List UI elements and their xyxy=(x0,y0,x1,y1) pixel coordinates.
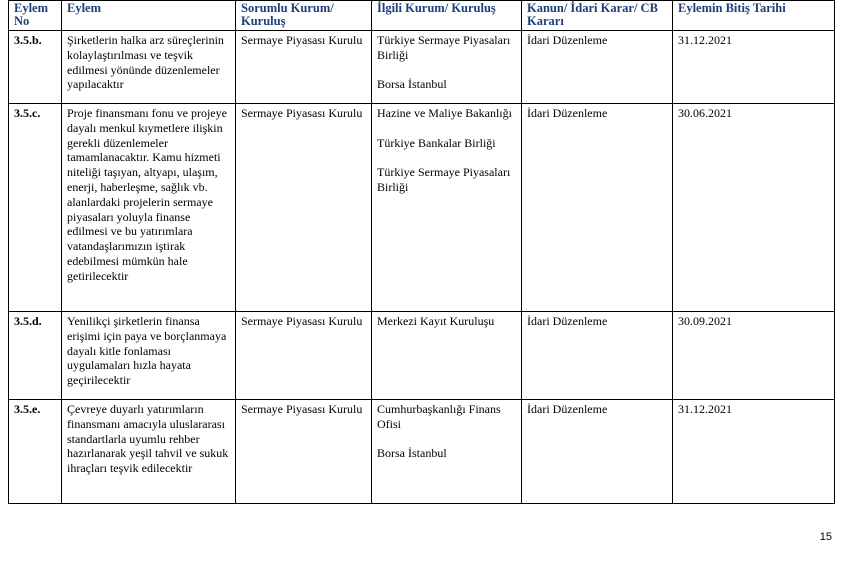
sorumlu-cell: Sermaye Piyasası Kurulu xyxy=(236,400,372,504)
ilgili-cell xyxy=(372,400,522,504)
table-body xyxy=(9,31,835,504)
table-row xyxy=(9,104,835,312)
ilgili-cell xyxy=(372,312,522,400)
ilgili-item: Türkiye Bankalar Birliği xyxy=(377,135,496,150)
header-eylem-no: Eylem No xyxy=(9,1,62,31)
ilgili-item: Türkiye Sermaye Piyasaları Birliği xyxy=(377,165,511,194)
header-bitis-tarihi: Eylemin Bitiş Tarihi xyxy=(673,1,835,31)
eylem-no-cell: 3.5.b. xyxy=(9,31,62,104)
ilgili-cell xyxy=(372,31,522,104)
bitis-cell: 31.12.2021 xyxy=(673,400,835,504)
bitis-cell: 31.12.2021 xyxy=(673,31,835,104)
sorumlu-cell: Sermaye Piyasası Kurulu xyxy=(236,312,372,400)
eylem-cell: Çevreye duyarlı yatırımların finansmanı amacıyla uluslararası standartlarla uyumlu rehber hazırlanarak yeşil tahvil ve sukuk ihraçları teşvik edilecektir xyxy=(62,400,236,504)
table-row xyxy=(9,400,835,504)
kanun-cell: İdari Düzenleme xyxy=(522,31,673,104)
header-kanun-karar: Kanun/ İdari Karar/ CB Kararı xyxy=(522,1,673,31)
kanun-cell: İdari Düzenleme xyxy=(522,312,673,400)
eylem-cell: Şirketlerin halka arz süreçlerinin kolaylaştırılması ve teşvik edilmesi yönünde düzenlemeler yapılacaktır xyxy=(62,31,236,104)
ilgili-item: Borsa İstanbul xyxy=(377,446,447,461)
eylem-cell: Yenilikçi şirketlerin finansa erişimi için paya ve borçlanmaya dayalı kitle fonlaması uygulamaları hızla hayata geçirilecektir xyxy=(62,312,236,400)
eylem-cell: Proje finansmanı fonu ve projeye dayalı menkul kıymetlere ilişkin gerekli düzenlemeler tamamlanacaktır. Kamu hizmeti niteliği taşıyan, altyapı, ulaşım, enerji, haberleşme, sağlık vb. alanlardaki projelerin sermaye piyasaları yoluyla finanse edilmesi ve bu yatırımlara vatandaşlarımızın iştirak edebilmesi mümkün hale getirilecektir xyxy=(62,104,236,312)
header-eylem: Eylem xyxy=(62,1,236,31)
ilgili-cell xyxy=(372,104,522,312)
eylem-no-cell: 3.5.c. xyxy=(9,104,62,312)
header-sorumlu-kurum: Sorumlu Kurum/ Kuruluş xyxy=(236,1,372,31)
ilgili-item: Hazine ve Maliye Bakanlığı xyxy=(377,106,512,120)
bitis-cell: 30.06.2021 xyxy=(673,104,835,312)
header-row xyxy=(9,1,835,31)
table-row xyxy=(9,31,835,104)
header-ilgili-kurum: İlgili Kurum/ Kuruluş xyxy=(372,1,522,31)
kanun-cell: İdari Düzenleme xyxy=(522,104,673,312)
ilgili-item: Borsa İstanbul xyxy=(377,77,447,92)
eylem-no-cell: 3.5.e. xyxy=(9,400,62,504)
table-row xyxy=(9,312,835,400)
kanun-cell: İdari Düzenleme xyxy=(522,400,673,504)
table-header xyxy=(9,1,835,31)
ilgili-item: Türkiye Sermaye Piyasaları Birliği xyxy=(377,33,511,62)
sorumlu-cell: Sermaye Piyasası Kurulu xyxy=(236,104,372,312)
ilgili-item: Merkezi Kayıt Kuruluşu xyxy=(377,314,495,328)
action-plan-table xyxy=(8,0,835,504)
eylem-no-cell: 3.5.d. xyxy=(9,312,62,400)
page-number: 15 xyxy=(819,531,832,543)
ilgili-item: Cumhurbaşkanlığı Finans Ofisi xyxy=(377,402,501,431)
bitis-cell: 30.09.2021 xyxy=(673,312,835,400)
sorumlu-cell: Sermaye Piyasası Kurulu xyxy=(236,31,372,104)
